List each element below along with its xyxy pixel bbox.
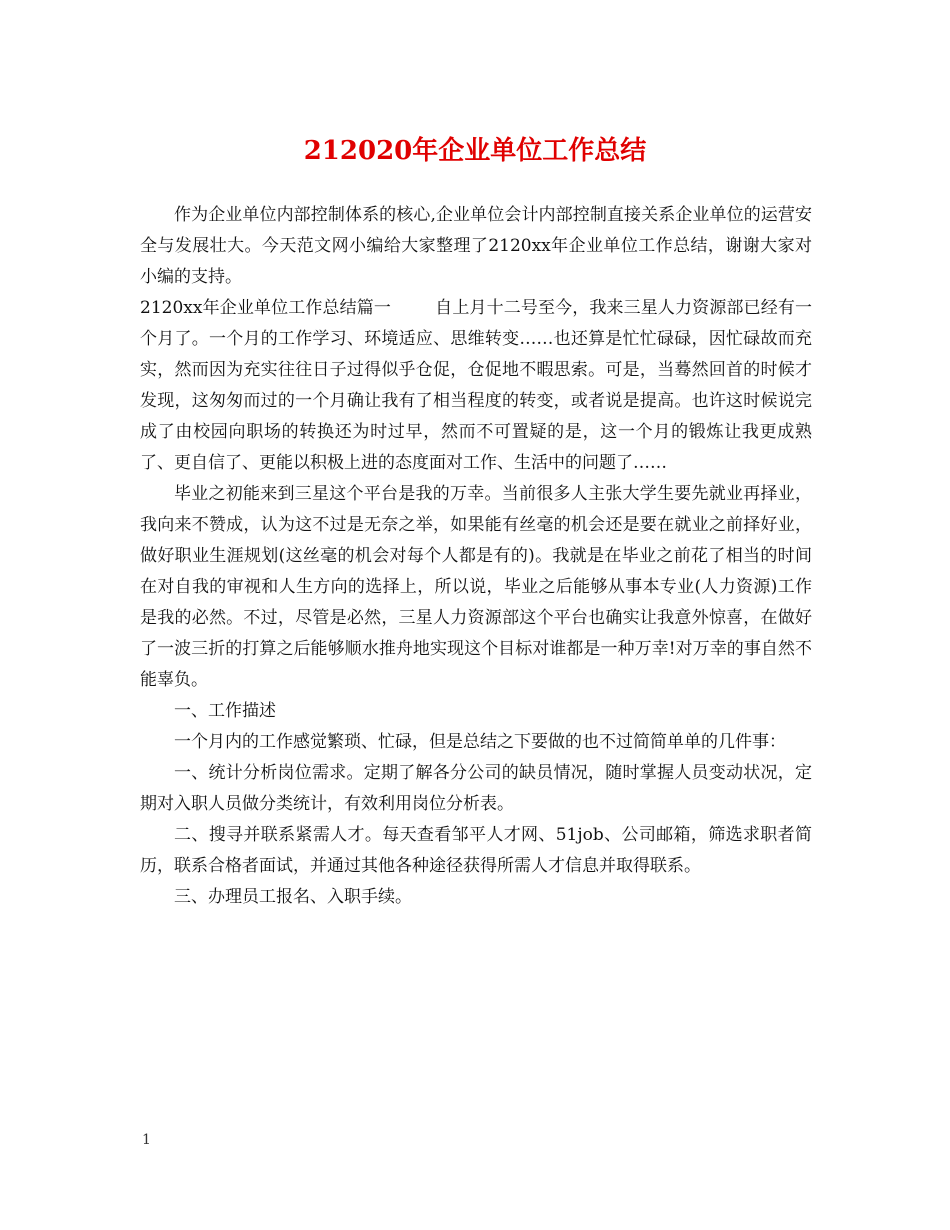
section-title: 2120xx年企业单位工作总结篇一 bbox=[140, 298, 392, 318]
paragraph-item-two: 二、搜寻并联系紧需人才。每天查看邹平人才网、51job、公司邮箱，筛选求职者简历，联系合格者面试，并通过其他各种途径获得所需人才信息并取得联系。 bbox=[140, 825, 812, 876]
paragraph-graduation: 毕业之初能来到三星这个平台是我的万幸。当前很多人主张大学生要先就业再择业，我向来不赞成，认为这不过是无奈之举，如果能有丝毫的机会还是要在就业之前择好业，做好职业生涯规划(这丝毫的机会对每个人都是有的)。我就是在毕业之前花了相当的时间在对自我的审视和人生方向的选择上，所以说，毕业之后能够从事本专业(人力资源)工作是我的必然。不过，尽管是必然，三星人力资源部这个平台也确实让我意外惊喜，在做好了一波三折的打算之后能够顺水推舟地实现这个目标对谁都是一种万幸!对万幸的事自然不能辜负。 bbox=[140, 484, 812, 690]
paragraph-item-three: 三、办理员工报名、入职手续。 bbox=[174, 887, 412, 907]
page-number: 1 bbox=[142, 1132, 151, 1148]
paragraph-work-summary: 一个月内的工作感觉繁琐、忙碌，但是总结之下要做的也不过简简单单的几件事： bbox=[174, 732, 786, 752]
document-title: 212020年企业单位工作总结 bbox=[303, 136, 647, 166]
paragraph-item-one: 一、统计分析岗位需求。定期了解各分公司的缺员情况，随时掌握人员变动状况，定期对入职人员做分类统计，有效利用岗位分析表。 bbox=[140, 763, 812, 814]
intro-paragraph: 作为企业单位内部控制体系的核心,企业单位会计内部控制直接关系企业单位的运营安全与发展壮大。今天范文网小编给大家整理了2120xx年企业单位工作总结，谢谢大家对小编的支持。 bbox=[140, 205, 812, 287]
section-body: 自上月十二号至今，我来三星人力资源部已经有一个月了。一个月的工作学习、环境适应、思维转变……也还算是忙忙碌碌，因忙碌故而充实，然而因为充实往往日子过得似乎仓促，仓促地不暇思索。可是，当蓦然回首的时候才发现，这匆匆而过的一个月确让我有了相当程度的转变，或者说是提高。也许这时候说完成了由校园向职场的转换还为时过早，然而不可置疑的是，这一个月的锻炼让我更成熟了、更自信了、更能以积极上进的态度面对工作、生活中的问题了…… bbox=[140, 298, 812, 473]
section-paragraph bbox=[140, 293, 812, 479]
document-body bbox=[140, 200, 812, 913]
heading-work-description: 一、工作描述 bbox=[174, 701, 276, 721]
